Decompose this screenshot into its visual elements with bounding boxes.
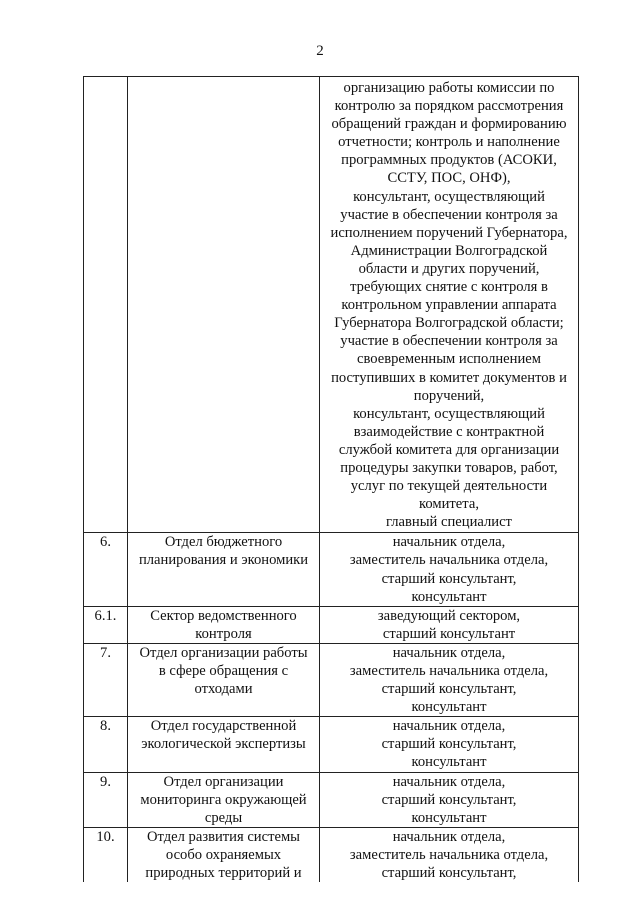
department-cell [128,77,320,533]
row-number-cell [84,533,128,606]
page-number: 2 [316,43,324,59]
table-row [84,533,579,606]
position-line: услуг по текущей деятельности [350,478,548,495]
department-line: Отдел организации [163,773,284,790]
position-line: программных продуктов (АСОКИ, [341,152,557,169]
position-line: поступивших в комитет документов и [331,369,567,386]
department-line: Отдел развития системы [146,828,300,845]
position-line: взаимодействие с контрактной [353,423,545,440]
position-line: Администрации Волгоградской [350,242,548,259]
department-line: мониторинга окружающей [140,791,307,808]
position-line: консультант [411,699,487,716]
position-line: начальник отдела, [392,534,506,551]
positions-cell [320,717,579,772]
row-number-cell [84,827,128,882]
positions-cell [320,606,579,643]
position-line: заведующий сектором, [377,607,521,624]
position-line: заместитель начальника отдела, [349,552,549,569]
table-row [84,717,579,772]
position-line: отчетности; контроль и наполнение [338,134,560,151]
row-number-cell [84,772,128,827]
positions-cell [320,643,579,716]
position-line: участие в обеспечении контроля за [340,206,558,223]
position-line: начальник отдела, [392,773,506,790]
structure-table-body [84,77,579,883]
table-row [84,772,579,827]
department-cell [128,606,320,643]
position-line: контролю за порядком рассмотрения [334,98,564,115]
position-line: начальник отдела, [392,718,506,735]
row-number: 6. [100,534,111,551]
department-line: отходами [194,681,253,698]
position-line: старший консультант [382,625,516,642]
position-line: заместитель начальника отдела, [349,846,549,863]
row-number-cell [84,606,128,643]
position-line: организацию работы комиссии по [343,80,555,96]
position-line: консультант [411,754,487,771]
position-line: требующих снятие с контроля в [350,279,548,296]
row-number: 9. [100,773,111,790]
position-line: консультант [411,809,487,826]
position-line: консультант, осуществляющий [353,188,545,205]
row-number: 6.1. [94,607,117,624]
department-line: Отдел организации работы [139,644,308,661]
department-line: природных территорий и [145,865,302,882]
position-line: своевременным исполнением [356,351,541,368]
department-line: планирования и экономики [138,552,309,569]
row-number: 7. [100,644,111,661]
table-row [84,606,579,643]
department-line: Отдел государственной [150,718,297,735]
position-line: контрольном управлении аппарата [341,297,557,314]
structure-table [83,76,579,882]
position-line: заместитель начальника отдела, [349,663,549,679]
position-line: старший консультант, [381,791,517,808]
positions-cell [320,77,579,533]
position-line: консультант [411,588,487,605]
position-line: процедуры закупки товаров, работ, [340,459,558,476]
department-cell [128,533,320,606]
position-line: Губернатора Волгоградской области; [334,315,564,332]
position-line: старший консультант, [381,570,517,587]
department-line: Отдел бюджетного [164,534,283,551]
department-cell [128,772,320,827]
department-line: Сектор ведомственного [150,607,297,624]
table-row-continuation [84,77,579,533]
position-line: участие в обеспечении контроля за [340,333,558,350]
department-cell [128,643,320,716]
position-line: поручений, [413,387,485,404]
position-line: старший консультант, [381,681,517,698]
position-line: области и других поручений, [358,260,540,277]
row-number-cell [84,717,128,772]
position-line: старший консультант, [381,736,517,753]
positions-cell [320,827,579,882]
department-line: среды [204,809,243,826]
department-line: экологической экспертизы [141,736,306,753]
position-line: службой комитета для организации [338,441,560,458]
row-number-cell [84,643,128,716]
department-cell [128,827,320,882]
table-row [84,827,579,882]
table-row [84,643,579,716]
position-line: комитета, [419,496,479,513]
positions-cell [320,772,579,827]
row-number: 8. [100,718,111,735]
position-line: старший консультант, [381,865,517,882]
positions-cell [320,533,579,606]
position-line: исполнением поручений Губернатора, [330,224,568,241]
position-line: обращений граждан и формированию [331,116,567,133]
row-number-cell [84,77,128,533]
position-line: главный специалист [386,514,512,531]
department-line: в сфере обращения с [158,663,289,679]
position-line: консультант, осуществляющий [353,405,545,422]
department-line: особо охраняемых [165,846,282,863]
department-line: контроля [195,625,252,642]
position-line: ССТУ, ПОС, ОНФ), [387,170,511,187]
row-number: 10. [96,828,115,845]
department-cell [128,717,320,772]
position-line: начальник отдела, [392,828,506,845]
position-line: начальник отдела, [392,644,506,661]
